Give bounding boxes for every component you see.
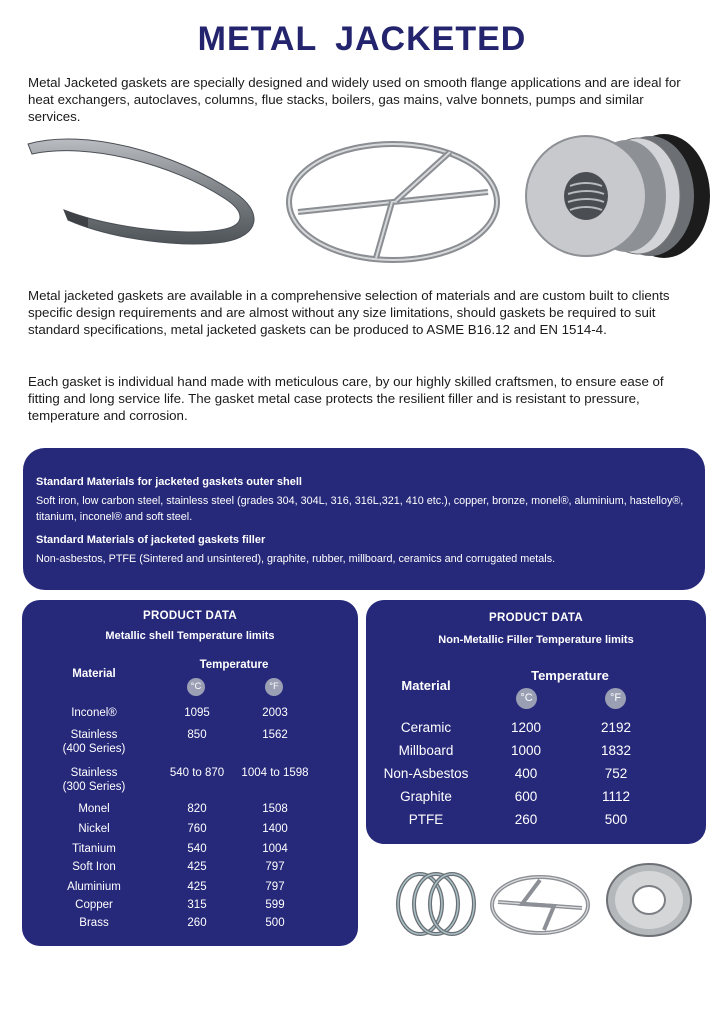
fahrenheit-cell: 797 — [265, 881, 285, 893]
temperature-column-header: Temperature — [531, 668, 609, 683]
standard-materials-panel — [23, 448, 705, 590]
card-subtitle: Metallic shell Temperature limits — [105, 630, 275, 642]
page-title: METAL JACKETED — [197, 20, 527, 58]
filler-materials-heading: Standard Materials of jacketed gaskets filler — [36, 534, 266, 546]
celsius-cell: 1095 — [184, 707, 210, 719]
jacketed-frame-gasket-image — [284, 140, 502, 264]
flat-washer-gasket-image — [604, 860, 694, 940]
fahrenheit-cell: 1400 — [262, 823, 288, 835]
jacketed-washer-stack-image — [522, 130, 712, 262]
material-cell: Monel — [78, 803, 110, 815]
celsius-badge: °C — [187, 678, 205, 696]
material-column-header: Material — [72, 668, 116, 680]
material-cell: Inconel® — [71, 707, 117, 719]
fahrenheit-cell: 2003 — [262, 707, 288, 719]
material-cell: Stainless (300 Series) — [62, 767, 126, 793]
material-cell: Nickel — [78, 823, 110, 835]
celsius-cell: 1200 — [510, 720, 542, 735]
fahrenheit-cell: 1004 to 1598 — [241, 767, 309, 779]
fahrenheit-cell: 1004 — [262, 843, 288, 855]
material-cell: Non-Asbestos — [383, 766, 469, 781]
temperature-column-header: Temperature — [199, 659, 269, 671]
fahrenheit-cell: 1508 — [262, 803, 288, 815]
celsius-cell: 260 — [514, 812, 538, 827]
jacketed-ring-segment-image — [24, 132, 268, 252]
fahrenheit-cell: 1562 — [262, 729, 288, 741]
celsius-cell: 760 — [187, 823, 207, 835]
fahrenheit-cell: 500 — [604, 812, 628, 827]
material-cell: Titanium — [72, 843, 116, 855]
celsius-badge: °C — [516, 688, 537, 709]
material-cell: PTFE — [408, 812, 444, 827]
availability-paragraph: Metal jacketed gaskets are available in a comprehensive selection of materials and are custom built to clients specific design requirements and are almost without any size limitations, should gaskets be required to suit standard specifications, metal jacketed gaskets can be produced to ASME B16.12 and EN 1514-4. — [28, 288, 670, 337]
fahrenheit-cell: 599 — [265, 899, 285, 911]
material-cell: Soft Iron — [72, 861, 116, 873]
material-cell: Aluminium — [67, 881, 121, 893]
fahrenheit-cell: 1832 — [600, 743, 632, 758]
material-cell: Graphite — [400, 789, 452, 804]
fahrenheit-cell: 797 — [265, 861, 285, 873]
material-cell: Copper — [75, 899, 113, 911]
card-title: PRODUCT DATA — [489, 612, 583, 624]
celsius-cell: 850 — [187, 729, 207, 741]
non-metallic-filler-temperature-card — [366, 600, 706, 844]
celsius-cell: 400 — [514, 766, 538, 781]
material-cell: Stainless (400 Series) — [62, 729, 126, 755]
celsius-cell: 820 — [187, 803, 207, 815]
fahrenheit-cell: 752 — [604, 766, 628, 781]
fahrenheit-cell: 1112 — [601, 789, 631, 804]
filler-materials-text: Non-asbestos, PTFE (Sintered and unsintered), graphite, rubber, millboard, ceramics and corrugated metals. — [36, 553, 556, 565]
card-title: PRODUCT DATA — [143, 610, 237, 622]
celsius-cell: 425 — [187, 861, 207, 873]
corrugated-ring-gaskets-image — [392, 868, 484, 938]
fahrenheit-badge: °F — [605, 688, 626, 709]
celsius-cell: 260 — [187, 917, 207, 929]
intro-paragraph: Metal Jacketed gaskets are specially designed and widely used on smooth flange applications and are ideal for heat exchangers, autoclaves, columns, flue stacks, boilers, gas mains, valve bonnets, pumps and similar services. — [28, 75, 681, 124]
craftsmanship-paragraph: Each gasket is individual hand made with meticulous care, by our highly skilled craftsmen, to ensure ease of fitting and long service life. The gasket metal case protects the resilient filler and is resistant to pressure, temperature and corrosion. — [28, 374, 664, 423]
shell-materials-text: Soft iron, low carbon steel, stainless steel (grades 304, 304L, 316, 316L,321, 410 etc.), copper, bronze, monel®, aluminium, hastelloy®, titanium, inconel® and soft steel. — [36, 495, 684, 523]
celsius-cell: 425 — [187, 881, 207, 893]
celsius-cell: 1000 — [510, 743, 542, 758]
card-subtitle: Non-Metallic Filler Temperature limits — [438, 634, 634, 646]
celsius-cell: 540 to 870 — [169, 767, 225, 779]
metallic-shell-temperature-card — [22, 600, 358, 946]
celsius-cell: 540 — [187, 843, 207, 855]
fahrenheit-cell: 2192 — [600, 720, 632, 735]
fahrenheit-badge: °F — [265, 678, 283, 696]
material-cell: Millboard — [398, 743, 454, 758]
material-column-header: Material — [401, 678, 451, 693]
fahrenheit-cell: 500 — [265, 917, 285, 929]
material-cell: Brass — [79, 917, 109, 929]
celsius-cell: 315 — [187, 899, 207, 911]
shell-materials-heading: Standard Materials for jacketed gaskets outer shell — [36, 476, 302, 488]
h-frame-gasket-image — [488, 872, 592, 938]
celsius-cell: 600 — [514, 789, 538, 804]
material-cell: Ceramic — [400, 720, 452, 735]
